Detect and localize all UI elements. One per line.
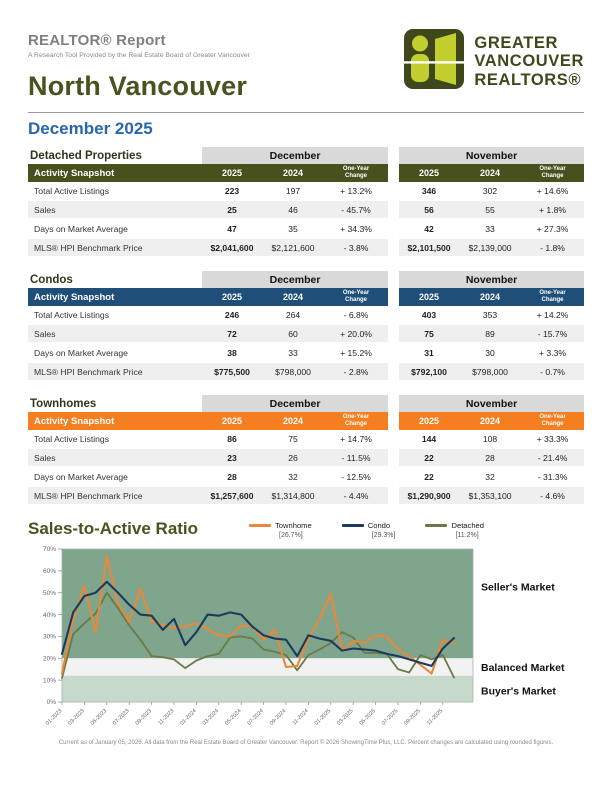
dec-2024-value: 197 bbox=[262, 182, 324, 200]
nov-change-value: + 14.2% bbox=[521, 306, 584, 324]
dec-2025-value: 223 bbox=[202, 182, 262, 200]
page-title: North Vancouver bbox=[28, 71, 248, 101]
table-row bbox=[28, 486, 584, 505]
dec-change-value: + 34.3% bbox=[324, 219, 388, 238]
nov-2025-value: 75 bbox=[399, 324, 459, 343]
column-gap bbox=[388, 200, 399, 219]
column-gap bbox=[388, 343, 399, 362]
report-header bbox=[28, 24, 584, 102]
col-header-2024: 2024 bbox=[262, 288, 324, 306]
nov-2025-value: $792,100 bbox=[399, 362, 459, 381]
dec-2024-value: 60 bbox=[262, 324, 324, 343]
legend-item-detached bbox=[425, 521, 484, 539]
y-tick-label: 30% bbox=[42, 633, 56, 641]
metric-label: Days on Market Average bbox=[28, 343, 202, 362]
nov-2024-value: 108 bbox=[459, 430, 521, 448]
x-tick-label: 11-2023 bbox=[157, 708, 176, 727]
x-tick-label: 11-2024 bbox=[291, 708, 310, 727]
nov-change-value: + 33.3% bbox=[521, 430, 584, 448]
dec-change-value: + 13.2% bbox=[324, 182, 388, 200]
nov-2025-value: 56 bbox=[399, 200, 459, 219]
report-title: REALTOR® Report bbox=[28, 32, 166, 49]
legend-line-swatch bbox=[342, 524, 364, 527]
metric-label: MLS® HPI Benchmark Price bbox=[28, 238, 202, 257]
col-header-2024: 2024 bbox=[459, 288, 521, 306]
column-gap bbox=[388, 182, 399, 200]
month-group-december: December bbox=[202, 271, 388, 288]
nov-2025-value: $1,290,900 bbox=[399, 486, 459, 505]
nov-2024-value: 30 bbox=[459, 343, 521, 362]
dec-2024-value: $1,314,800 bbox=[262, 486, 324, 505]
y-tick-label: 10% bbox=[42, 677, 56, 685]
nov-2024-value: 33 bbox=[459, 219, 521, 238]
dec-change-value: - 45.7% bbox=[324, 200, 388, 219]
y-tick-label: 60% bbox=[42, 568, 56, 576]
metric-label: Sales bbox=[28, 324, 202, 343]
table-row bbox=[28, 200, 584, 219]
legend-line-swatch bbox=[425, 524, 447, 527]
dec-2025-value: 23 bbox=[202, 448, 262, 467]
y-tick-label: 20% bbox=[42, 655, 56, 663]
dec-2025-value: $775,500 bbox=[202, 362, 262, 381]
month-group-november: November bbox=[399, 147, 584, 164]
col-header-2025: 2025 bbox=[202, 164, 262, 182]
chart-title: Sales-to-Active Ratio bbox=[28, 519, 199, 538]
dec-2024-value: 75 bbox=[262, 430, 324, 448]
x-tick-label: 11-2025 bbox=[425, 708, 445, 727]
dec-change-value: - 12.5% bbox=[324, 467, 388, 486]
nov-change-value: - 0.7% bbox=[521, 362, 584, 381]
x-tick-label: 03-2025 bbox=[336, 708, 355, 727]
column-gap bbox=[388, 362, 399, 381]
metric-label: Total Active Listings bbox=[28, 306, 202, 324]
dec-2024-value: $2,121,600 bbox=[262, 238, 324, 257]
legend-current-value: [26.7%] bbox=[279, 532, 303, 539]
nov-change-value: - 15.7% bbox=[521, 324, 584, 343]
dec-change-value: - 3.8% bbox=[324, 238, 388, 257]
table-row bbox=[28, 430, 584, 448]
x-tick-label: 09-2025 bbox=[403, 708, 422, 727]
dec-2024-value: 264 bbox=[262, 306, 324, 324]
nov-2024-value: 32 bbox=[459, 467, 521, 486]
legend-current-value: [11.2%] bbox=[455, 532, 479, 539]
dec-2025-value: 86 bbox=[202, 430, 262, 448]
table-row bbox=[28, 219, 584, 238]
x-tick-label: 09-2023 bbox=[134, 708, 154, 727]
snapshot-label: Activity Snapshot bbox=[28, 412, 202, 430]
dec-2024-value: 32 bbox=[262, 467, 324, 486]
sales-to-active-ratio-chart bbox=[28, 539, 584, 751]
x-tick-label: 09-2024 bbox=[268, 708, 288, 727]
dec-2025-value: 47 bbox=[202, 219, 262, 238]
activity-table bbox=[28, 271, 584, 382]
gvr-logo bbox=[403, 24, 584, 95]
dec-2025-value: 246 bbox=[202, 306, 262, 324]
x-tick-label: 05-2025 bbox=[358, 708, 378, 727]
chart-legend bbox=[249, 519, 484, 539]
dec-change-value: - 2.8% bbox=[324, 362, 388, 381]
column-gap bbox=[388, 306, 399, 324]
col-header-one-year-change: One-Year Change bbox=[521, 164, 584, 182]
month-group-november: November bbox=[399, 271, 584, 288]
month-group-december: December bbox=[202, 395, 388, 412]
snapshot-label: Activity Snapshot bbox=[28, 164, 202, 182]
col-header-2025: 2025 bbox=[399, 412, 459, 430]
column-gap bbox=[388, 448, 399, 467]
dec-2025-value: 28 bbox=[202, 467, 262, 486]
x-tick-label: 07-2024 bbox=[246, 708, 266, 727]
nov-change-value: + 27.3% bbox=[521, 219, 584, 238]
dec-change-value: - 6.8% bbox=[324, 306, 388, 324]
dec-change-value: - 11.5% bbox=[324, 448, 388, 467]
x-tick-label: 01-2023 bbox=[44, 708, 64, 727]
x-tick-label: 07-2025 bbox=[380, 708, 400, 727]
dec-2025-value: $2,041,600 bbox=[202, 238, 262, 257]
nov-2024-value: 353 bbox=[459, 306, 521, 324]
y-tick-label: 0% bbox=[46, 699, 56, 707]
metric-label: Sales bbox=[28, 200, 202, 219]
nov-change-value: - 21.4% bbox=[521, 448, 584, 467]
nov-2024-value: $1,353,100 bbox=[459, 486, 521, 505]
table-row bbox=[28, 448, 584, 467]
nov-change-value: + 14.6% bbox=[521, 182, 584, 200]
legend-label: Detached bbox=[451, 521, 484, 530]
legend-current-value: [29.3%] bbox=[371, 532, 396, 539]
nov-2025-value: 42 bbox=[399, 219, 459, 238]
dec-2024-value: 26 bbox=[262, 448, 324, 467]
market-label-buyer-s-market: Buyer's Market bbox=[481, 685, 556, 698]
dec-2025-value: 72 bbox=[202, 324, 262, 343]
column-gap bbox=[388, 147, 399, 164]
nov-2025-value: 31 bbox=[399, 343, 459, 362]
col-header-2024: 2024 bbox=[262, 412, 324, 430]
x-tick-label: 07-2023 bbox=[112, 708, 131, 727]
col-header-one-year-change: One-Year Change bbox=[324, 412, 388, 430]
x-tick-label: 05-2023 bbox=[89, 708, 109, 727]
dec-change-value: + 15.2% bbox=[324, 343, 388, 362]
gvr-logo-icon bbox=[403, 28, 465, 95]
market-label-seller-s-market: Seller's Market bbox=[481, 581, 555, 594]
legend-item-condo bbox=[342, 521, 396, 539]
metric-label: Total Active Listings bbox=[28, 430, 202, 448]
y-tick-label: 70% bbox=[42, 546, 56, 554]
month-title: December 2025 bbox=[28, 119, 153, 138]
report-subtitle: A Research Tool Provided by the Real Estate Board of Greater Vancouver bbox=[28, 52, 250, 59]
col-header-2024: 2024 bbox=[459, 412, 521, 430]
x-tick-label: 01-2025 bbox=[313, 708, 333, 727]
col-header-one-year-change: One-Year Change bbox=[324, 288, 388, 306]
col-header-2025: 2025 bbox=[399, 288, 459, 306]
band-seller-s-market bbox=[62, 549, 473, 658]
y-tick-label: 40% bbox=[42, 611, 56, 619]
dec-2024-value: 46 bbox=[262, 200, 324, 219]
col-header-2024: 2024 bbox=[262, 164, 324, 182]
metric-label: Days on Market Average bbox=[28, 219, 202, 238]
column-gap bbox=[388, 486, 399, 505]
snapshot-label: Activity Snapshot bbox=[28, 288, 202, 306]
nov-change-value: - 4.6% bbox=[521, 486, 584, 505]
column-gap bbox=[388, 467, 399, 486]
table-row bbox=[28, 238, 584, 257]
col-header-2025: 2025 bbox=[202, 412, 262, 430]
section-title: Townhomes bbox=[30, 397, 97, 410]
month-group-november: November bbox=[399, 395, 584, 412]
gvr-logo-text: GREATER VANCOUVER REALTORS® bbox=[474, 33, 584, 89]
legend-label: Condo bbox=[367, 521, 391, 530]
legend-item-townhome bbox=[249, 521, 312, 539]
nov-change-value: + 1.8% bbox=[521, 200, 584, 219]
column-gap bbox=[388, 395, 399, 412]
activity-tables bbox=[28, 147, 584, 506]
y-tick-label: 50% bbox=[42, 589, 56, 597]
table-row bbox=[28, 182, 584, 200]
dec-2024-value: $798,000 bbox=[262, 362, 324, 381]
nov-2025-value: 22 bbox=[399, 467, 459, 486]
nov-2024-value: 89 bbox=[459, 324, 521, 343]
metric-label: Sales bbox=[28, 448, 202, 467]
table-row bbox=[28, 362, 584, 381]
column-gap bbox=[388, 238, 399, 257]
nov-2024-value: $798,000 bbox=[459, 362, 521, 381]
x-tick-label: 05-2024 bbox=[224, 708, 243, 727]
dec-2024-value: 35 bbox=[262, 219, 324, 238]
month-group-december: December bbox=[202, 147, 388, 164]
footer-note: Current as of January 05, 2026. All data from the Real Estate Board of Greater Vancouver. Report © 2026 ShowingTime Plus, LLC. Percent changes are calculated using rounded figures. bbox=[58, 740, 554, 746]
column-gap bbox=[388, 271, 399, 288]
column-gap bbox=[388, 288, 399, 306]
nov-2025-value: 346 bbox=[399, 182, 459, 200]
dec-2025-value: 38 bbox=[202, 343, 262, 362]
metric-label: MLS® HPI Benchmark Price bbox=[28, 362, 202, 381]
col-header-2025: 2025 bbox=[399, 164, 459, 182]
column-gap bbox=[388, 430, 399, 448]
nov-2025-value: $2,101,500 bbox=[399, 238, 459, 257]
nov-2024-value: 302 bbox=[459, 182, 521, 200]
nov-2025-value: 22 bbox=[399, 448, 459, 467]
nov-2025-value: 403 bbox=[399, 306, 459, 324]
header-divider bbox=[28, 112, 584, 113]
dec-change-value: - 4.4% bbox=[324, 486, 388, 505]
band-buyer-s-market bbox=[62, 676, 473, 702]
col-header-2025: 2025 bbox=[202, 288, 262, 306]
col-header-one-year-change: One-Year Change bbox=[324, 164, 388, 182]
activity-table bbox=[28, 147, 584, 258]
nov-change-value: + 3.3% bbox=[521, 343, 584, 362]
nov-2024-value: 55 bbox=[459, 200, 521, 219]
table-row bbox=[28, 306, 584, 324]
column-gap bbox=[388, 324, 399, 343]
dec-2024-value: 33 bbox=[262, 343, 324, 362]
section-title: Detached Properties bbox=[30, 149, 142, 162]
nov-2025-value: 144 bbox=[399, 430, 459, 448]
dec-2025-value: 25 bbox=[202, 200, 262, 219]
chart-header bbox=[28, 519, 584, 539]
column-gap bbox=[388, 412, 399, 430]
metric-label: Days on Market Average bbox=[28, 467, 202, 486]
x-tick-label: 03-2023 bbox=[67, 708, 86, 727]
section-title: Condos bbox=[30, 273, 73, 286]
nov-2024-value: 28 bbox=[459, 448, 521, 467]
nov-change-value: - 1.8% bbox=[521, 238, 584, 257]
col-header-2024: 2024 bbox=[459, 164, 521, 182]
activity-table bbox=[28, 395, 584, 506]
table-row bbox=[28, 324, 584, 343]
nov-change-value: - 31.3% bbox=[521, 467, 584, 486]
metric-label: Total Active Listings bbox=[28, 182, 202, 200]
x-tick-label: 01-2024 bbox=[179, 708, 198, 727]
legend-line-swatch bbox=[249, 524, 271, 527]
column-gap bbox=[388, 164, 399, 182]
dec-change-value: + 20.0% bbox=[324, 324, 388, 343]
table-row bbox=[28, 343, 584, 362]
column-gap bbox=[388, 219, 399, 238]
legend-label: Townhome bbox=[275, 521, 312, 530]
col-header-one-year-change: One-Year Change bbox=[521, 412, 584, 430]
dec-2025-value: $1,257,600 bbox=[202, 486, 262, 505]
x-tick-label: 03-2024 bbox=[201, 708, 221, 727]
metric-label: MLS® HPI Benchmark Price bbox=[28, 486, 202, 505]
col-header-one-year-change: One-Year Change bbox=[521, 288, 584, 306]
table-row bbox=[28, 467, 584, 486]
dec-change-value: + 14.7% bbox=[324, 430, 388, 448]
nov-2024-value: $2,139,000 bbox=[459, 238, 521, 257]
market-label-balanced-market: Balanced Market bbox=[481, 662, 565, 675]
